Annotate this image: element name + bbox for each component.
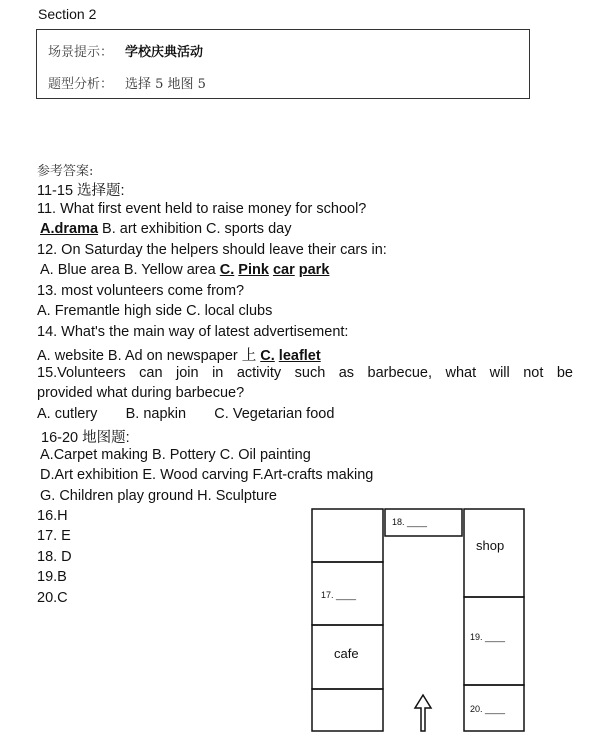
q14-answer-word: leaflet xyxy=(278,348,321,364)
map-option-line-3: G. Children play ground H. Sculpture xyxy=(40,488,277,504)
map-option-line-2: D.Art exhibition E. Wood carving F.Art-crafts making xyxy=(40,467,374,483)
q14-other-options: A. website B. Ad on newspaper 上 xyxy=(37,348,261,364)
q12-answer-word-2: car xyxy=(272,262,295,278)
type-value: 选择 5 地图 5 xyxy=(125,77,206,92)
q11-question: 11. What first event held to raise money for school? xyxy=(37,201,367,217)
mc-heading: 11-15 选择题: xyxy=(37,183,125,199)
map-heading: 16-20 地图题: xyxy=(41,430,130,446)
q13-options: A. Fremantle high side C. local clubs xyxy=(37,303,273,319)
map-answer-20: 20.C xyxy=(37,590,68,606)
type-label: 题型分析： xyxy=(48,77,114,92)
direction-arrow-icon xyxy=(415,695,431,731)
map-shop-room xyxy=(464,509,524,597)
map-label-cafe: cafe xyxy=(334,646,359,661)
q11-other-options: B. art exhibition C. sports day xyxy=(98,221,292,237)
map-label-18: 18. ____ xyxy=(392,517,428,527)
map-label-17: 17. ____ xyxy=(321,590,357,600)
q15-question-line2: provided what during barbecue? xyxy=(37,385,245,401)
q11-answer: A.drama xyxy=(40,221,99,237)
q12-other-options: A. Blue area B. Yellow area xyxy=(40,262,220,278)
q15-question-line1: 15.Volunteers can join in activity such as barbecue, what will not be xyxy=(37,365,573,381)
q12-answer-word-3: park xyxy=(298,262,330,278)
map-answer-18: 18. D xyxy=(37,549,72,565)
q12-answer-word-1: Pink xyxy=(238,262,269,278)
reference-answer-label: 参考答案: xyxy=(37,164,94,179)
map-left-block-4 xyxy=(312,689,383,731)
map-answer-16: 16.H xyxy=(37,508,68,524)
q14-question: 14. What's the main way of latest advertisement: xyxy=(37,324,349,340)
section-title: Section 2 xyxy=(38,6,97,22)
map-answer-19: 19.B xyxy=(37,569,67,585)
scene-label: 场景提示： xyxy=(48,45,114,60)
map-left-block-1 xyxy=(312,509,383,562)
q12-question: 12. On Saturday the helpers should leave their cars in: xyxy=(37,242,387,258)
map-label-shop: shop xyxy=(476,538,505,553)
map-label-19: 19. ____ xyxy=(470,632,506,642)
q14-answer-letter: C. xyxy=(260,348,275,364)
map-option-line-1: A.Carpet making B. Pottery C. Oil painting xyxy=(40,447,311,463)
q13-question: 13. most volunteers come from? xyxy=(37,283,245,299)
scene-value: 学校庆典活动 xyxy=(125,45,204,60)
q15-options: A. cutlery B. napkin C. Vegetarian food xyxy=(37,406,335,422)
map-answer-17: 17. E xyxy=(37,528,71,544)
map-label-20: 20. ____ xyxy=(470,704,506,714)
q12-answer-letter: C. xyxy=(219,262,235,278)
